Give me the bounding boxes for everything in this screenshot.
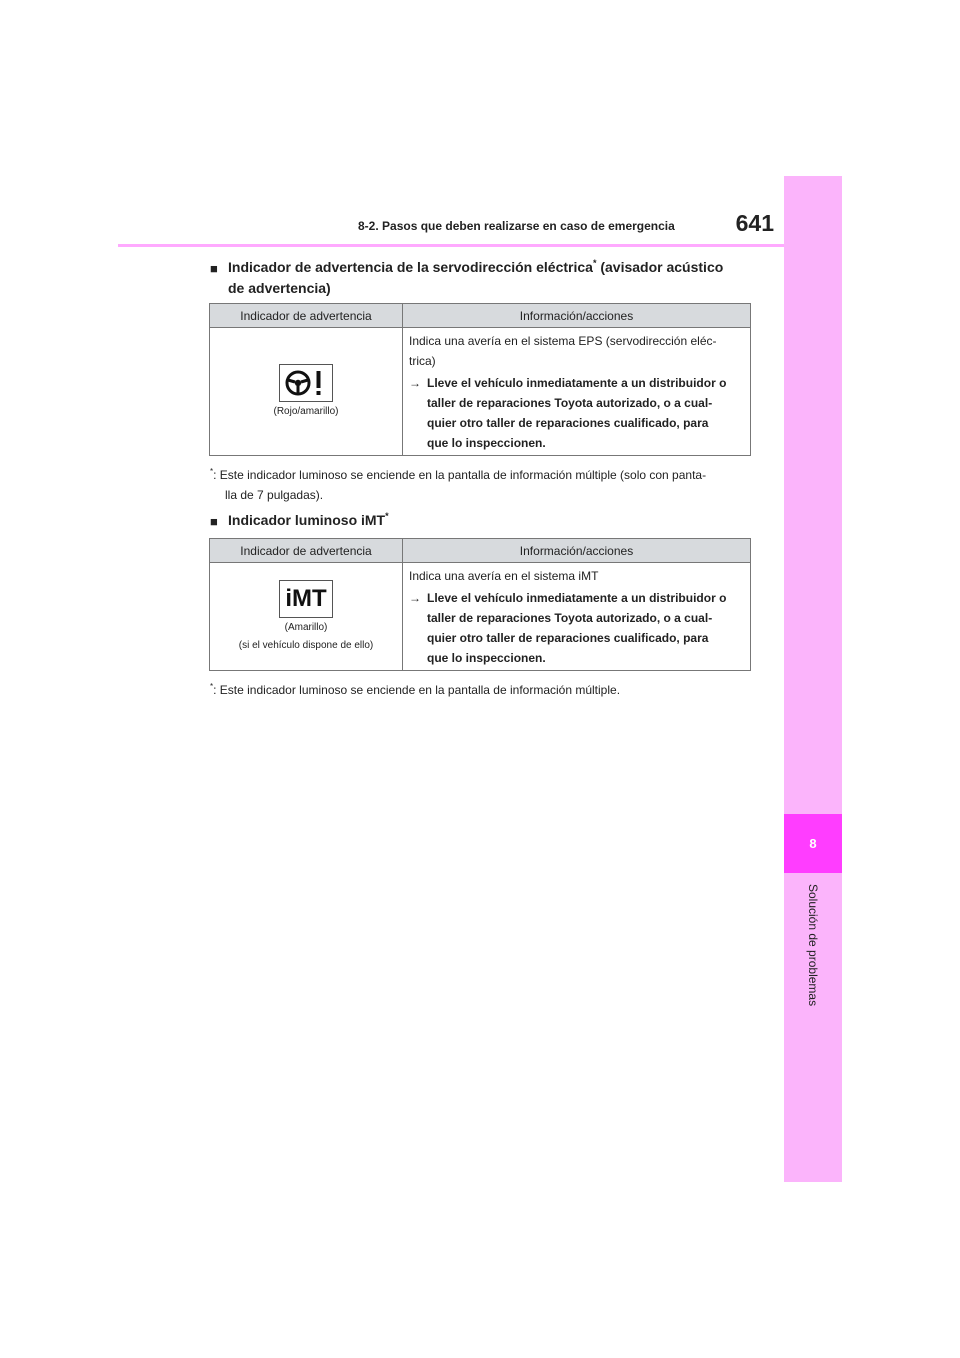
- chapter-side-tab: [784, 176, 842, 1182]
- heading-text: Indicador de advertencia de la servodirección eléctrica: [228, 259, 593, 275]
- section-header: 8-2. Pasos que deben realizarse en caso de emergencia: [358, 219, 675, 233]
- page-number: 641: [735, 210, 774, 236]
- column-header-indicator: Indicador de advertencia: [210, 539, 403, 563]
- info-text: Indica una avería en el sistema iMT: [409, 569, 599, 583]
- info-text: Indica una avería en el sistema EPS (servodirección eléc- trica): [409, 334, 717, 368]
- arrow-icon: →: [409, 591, 421, 605]
- section-heading-eps: [210, 257, 750, 301]
- chapter-title: Solución de problemas: [806, 884, 820, 1007]
- icon-caption: (Rojo/amarillo): [273, 406, 339, 417]
- footnote-imt: *: Este indicador luminoso se enciende en la pantalla de información múltiple.: [210, 682, 621, 697]
- icon-caption-availability: (si el vehículo dispone de ello): [238, 640, 374, 651]
- heading-text-line2: de advertencia): [228, 280, 331, 296]
- footnote-mark: *: [385, 511, 389, 521]
- heading-text-tail: (avisador acústico: [596, 259, 724, 275]
- arrow-icon: →: [409, 376, 421, 390]
- eps-warning-table: [209, 303, 751, 456]
- action-text: → Lleve el vehículo inmediatamente a un distribuidor o taller de reparaciones Toyota autorizado, o a cual- quier otro taller de reparaciones cualificado, para que lo inspeccionen.: [409, 588, 744, 668]
- header-divider: [118, 244, 784, 247]
- square-bullet-icon: ■: [210, 261, 218, 276]
- column-header-info: Información/acciones: [403, 304, 751, 328]
- imt-indicator-icon: iMT: [279, 580, 333, 618]
- imt-warning-table: [209, 538, 751, 671]
- icon-caption: (Amarillo): [284, 622, 328, 633]
- square-bullet-icon: ■: [210, 514, 218, 529]
- heading-text: Indicador luminoso iMT: [228, 512, 386, 528]
- footnote-mark: *: [592, 258, 597, 268]
- column-header-info: Información/acciones: [403, 539, 751, 563]
- column-header-indicator: Indicador de advertencia: [210, 304, 403, 328]
- action-text: → Lleve el vehículo inmediatamente a un distribuidor o taller de reparaciones Toyota autorizado, o a cual- quier otro taller de reparaciones cualificado, para que lo inspeccionen.: [409, 373, 744, 453]
- info-cell: [403, 563, 751, 671]
- section-heading-imt: [210, 510, 750, 532]
- power-steering-warning-icon: [279, 364, 333, 402]
- indicator-cell: [210, 328, 403, 456]
- footnote-eps: *: Este indicador luminoso se enciende en la pantalla de información múltiple (solo con panta- lla de 7 pulgadas).: [210, 467, 707, 502]
- indicator-cell: [210, 563, 403, 671]
- chapter-number: 8: [784, 814, 842, 873]
- info-cell: [403, 328, 751, 456]
